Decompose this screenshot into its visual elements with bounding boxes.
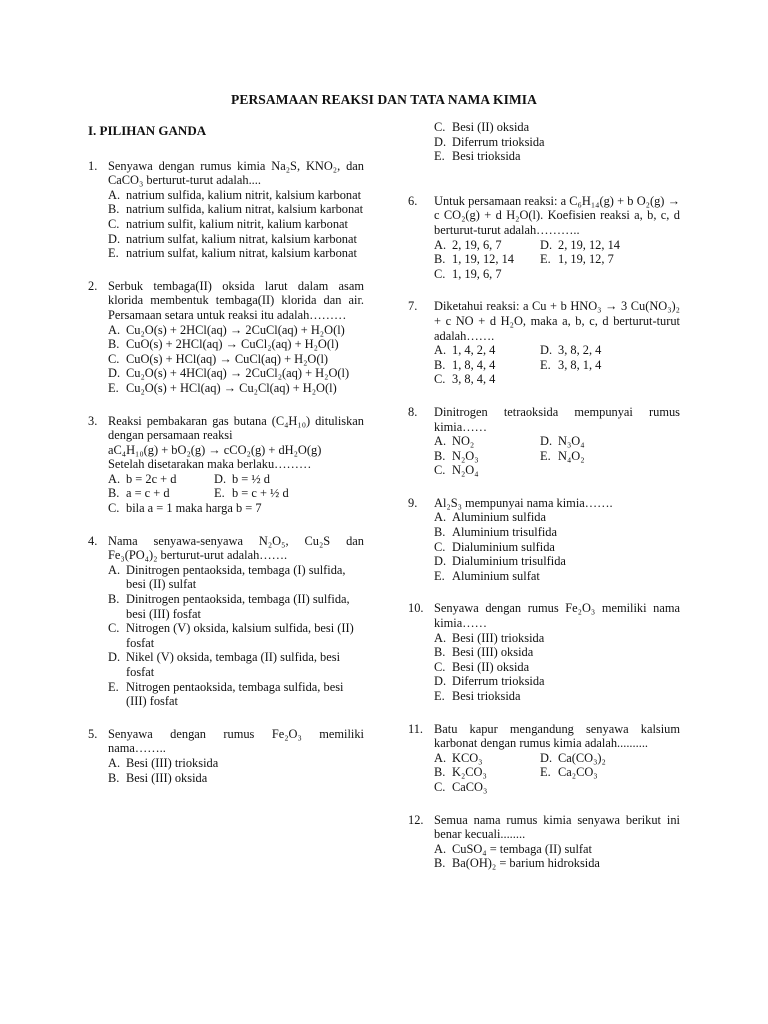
question (88, 414, 364, 516)
option-letter: D. (108, 366, 121, 381)
answer-option (108, 771, 364, 786)
answer-option (434, 267, 680, 282)
option-letter: D. (540, 343, 553, 358)
option-letter: A. (108, 471, 121, 486)
option-letter: C. (108, 216, 120, 231)
option-text: Besi (II) oksida (452, 659, 530, 674)
option-letter: B. (108, 202, 120, 217)
option-text: 1, 19, 6, 7 (452, 266, 502, 281)
option-text: N₄O₂ (558, 448, 585, 463)
option-text: Dinitrogen pentaoksida, tembaga (II) sulfida, besi (III) fosfat (126, 592, 350, 621)
option-text: natrium sulfat, kalium nitrat, kalsium karbonat (126, 231, 357, 246)
question-row (88, 534, 364, 709)
answer-option (434, 238, 540, 253)
option-text: 1, 4, 2, 4 (452, 343, 496, 358)
option-letter: A. (434, 237, 447, 252)
option-text: Dialuminium sulfida (452, 539, 555, 554)
answer-option (108, 217, 364, 232)
option-letter: A. (434, 630, 447, 645)
option-letter: C. (108, 621, 120, 636)
option-text: Cu₂O(s) + HCl(aq) → Cu₂Cl(aq) + H₂O(l) (126, 380, 337, 395)
option-list (434, 510, 680, 583)
answer-option (434, 645, 680, 660)
option-list (434, 631, 680, 704)
option-text: b = c + ½ d (232, 486, 289, 501)
option-letter: C. (108, 501, 120, 516)
option-text: bila a = 1 maka harga b = 7 (126, 501, 262, 516)
answer-option (108, 366, 364, 381)
answer-option (540, 343, 680, 358)
answer-option (540, 238, 680, 253)
answer-option (434, 372, 680, 387)
answer-option (434, 120, 680, 135)
question-number: 1. (88, 158, 98, 173)
option-letter: C. (434, 779, 446, 794)
answer-option (540, 751, 680, 766)
option-text: Nitrogen pentaoksida, tembaga sulfida, besi (III) fosfat (126, 679, 344, 709)
option-letter: D. (540, 434, 553, 449)
question-stem: Batu kapur mengandung senyawa kalsium karbonat dengan rumus kimia adalah.......... (434, 721, 680, 751)
option-list (434, 842, 680, 871)
answer-option (434, 358, 540, 373)
answer-option (108, 352, 364, 367)
option-text: Besi (III) oksida (126, 770, 208, 785)
continued-body (434, 120, 680, 164)
question-stem: Dinitrogen tetraoksida mempunyai rumus kimia…… (434, 404, 680, 434)
right-question-list (408, 194, 680, 871)
question-body (108, 414, 364, 516)
option-text: b = ½ d (232, 471, 270, 486)
option-letter: C. (434, 539, 446, 554)
option-text: NO₂ (452, 434, 475, 449)
option-letter: B. (108, 337, 120, 352)
right-column (408, 120, 680, 889)
option-letter: C. (434, 266, 446, 281)
question-number: 2. (88, 278, 98, 293)
question-stem: Reaksi pembakaran gas butana (C₄H₁₀) dituliskan dengan persamaan reaksi (108, 413, 364, 443)
answer-option (434, 856, 680, 871)
question-body (434, 299, 680, 387)
answer-option (434, 674, 680, 689)
option-text: Besi trioksida (452, 149, 521, 164)
question-row (408, 299, 680, 387)
question-row (88, 159, 364, 261)
option-text: KCO₃ (452, 750, 483, 765)
answer-option (108, 232, 364, 247)
option-letter: C. (434, 463, 446, 478)
option-letter: C. (434, 372, 446, 387)
question-stem-continued: Setelah disetarakan maka berlaku……… (108, 457, 312, 472)
answer-option (434, 765, 540, 780)
question-body (434, 194, 680, 282)
question-number: 11. (408, 721, 424, 736)
option-letter: D. (540, 750, 553, 765)
question-stem: Al₂S₃ mempunyai nama kimia……. (434, 495, 613, 510)
option-letter: D. (108, 231, 121, 246)
option-text: CaCO₃ (452, 779, 488, 794)
answer-option (108, 472, 214, 487)
question-row (88, 414, 364, 516)
question-stem: Nama senyawa-senyawa N₂O₅, Cu₂S dan Fe₃(PO₄)₂ berturut-urut adalah……. (108, 533, 364, 563)
option-letter: D. (108, 650, 121, 665)
answer-option (540, 765, 680, 780)
question-number: 7. (408, 299, 418, 314)
question-body (108, 159, 364, 261)
question-row (408, 722, 680, 795)
answer-option (434, 660, 680, 675)
question-body (434, 405, 680, 478)
question-number: 8. (408, 404, 418, 419)
option-letter: B. (434, 525, 446, 540)
question (408, 194, 680, 282)
section-heading: I. PILIHAN GANDA (88, 123, 207, 138)
option-letter: A. (434, 750, 447, 765)
answer-option (108, 188, 364, 203)
answer-option (434, 569, 680, 584)
question-number: 10. (408, 601, 424, 616)
answer-option (108, 680, 364, 709)
option-letter: C. (108, 351, 120, 366)
option-text: Diferrum trioksida (452, 134, 545, 149)
option-text: natrium sulfit, kalium nitrit, kalium karbonat (126, 216, 348, 231)
answer-option (434, 463, 680, 478)
answer-option (434, 631, 680, 646)
question-number: 12. (408, 812, 424, 827)
question (408, 813, 680, 871)
answer-option (108, 323, 364, 338)
question (408, 405, 680, 478)
question-stem: Senyawa dengan rumus Fe₂O₃ memiliki nama…….. (108, 726, 364, 756)
answer-option (434, 149, 680, 164)
option-letter: E. (434, 568, 445, 583)
option-text: CuO(s) + HCl(aq) → CuCl(aq) + H₂O(l) (126, 351, 329, 366)
option-text: Ca(CO₃)₂ (558, 750, 606, 765)
answer-option (434, 751, 540, 766)
option-text: a = c + d (126, 486, 170, 501)
question-row (88, 727, 364, 785)
answer-option (434, 510, 680, 525)
question-number: 5. (88, 726, 98, 741)
question-row (408, 405, 680, 478)
question-stem: Semua nama rumus kimia senyawa berikut ini benar kecuali........ (434, 812, 680, 842)
option-text: Ca₂CO₃ (558, 765, 598, 780)
option-text: Aluminium sulfida (452, 510, 546, 525)
option-text: Nikel (V) oksida, tembaga (II) sulfida, besi fosfat (126, 650, 341, 679)
question-stem: Serbuk tembaga(II) oksida larut dalam asam klorida membentuk tembaga(II) klorida dan air. Persamaan setara untuk reaksi itu adalah……… (108, 278, 364, 322)
question-body (434, 813, 680, 871)
option-text: Ba(OH)₂ = barium hidroksida (452, 856, 600, 871)
option-text: CuO(s) + 2HCl(aq) → CuCl₂(aq) + H₂O(l) (126, 337, 339, 352)
option-text: 3, 8, 1, 4 (558, 357, 602, 372)
question-stem: Untuk persamaan reaksi: a C₆H₁₄(g) + b O₂(g) → c CO₂(g) + d H₂O(l). Koefisien reaksi a, b, c, d berturut-turut adalah……….. (434, 193, 680, 237)
option-text: N₂O₄ (452, 463, 479, 478)
question-row (408, 601, 680, 703)
option-letter: B. (108, 592, 120, 607)
option-text: Dialuminium trisulfida (452, 554, 566, 569)
option-text: Diferrum trioksida (452, 674, 545, 689)
question-stem: Senyawa dengan rumus Fe₂O₃ memiliki nama kimia…… (434, 601, 680, 631)
answer-option (108, 650, 364, 679)
answer-option (108, 501, 364, 516)
answer-option (434, 525, 680, 540)
option-text: Besi (III) oksida (452, 645, 534, 660)
question (408, 496, 680, 584)
option-letter: E. (540, 252, 551, 267)
answer-option (434, 252, 540, 267)
answer-option (540, 449, 680, 464)
answer-option (434, 434, 540, 449)
option-letter: E. (434, 149, 445, 164)
answer-option (540, 434, 680, 449)
answer-option (214, 486, 364, 501)
option-letter: E. (108, 246, 119, 261)
option-letter: B. (434, 448, 446, 463)
answer-option (108, 756, 364, 771)
option-letter: D. (434, 674, 447, 689)
answer-option (540, 252, 680, 267)
option-letter: A. (108, 187, 121, 202)
answer-option (108, 563, 364, 592)
question-row (88, 279, 364, 396)
question (408, 722, 680, 795)
option-letter: E. (540, 448, 551, 463)
option-text: Besi (III) trioksida (126, 755, 219, 770)
question-equation: aC₄H₁₀(g) + bO₂(g) → cCO₂(g) + dH₂O(g) (108, 442, 322, 457)
question-number: 6. (408, 193, 418, 208)
option-letter: E. (540, 765, 551, 780)
question-number: 9. (408, 495, 418, 510)
answer-option (214, 472, 364, 487)
option-grid (108, 472, 364, 501)
option-letter: D. (434, 554, 447, 569)
option-list (108, 188, 364, 261)
option-letter: D. (214, 471, 227, 486)
option-grid (434, 751, 680, 780)
option-letter: B. (434, 645, 446, 660)
option-letter: B. (108, 486, 120, 501)
option-letter: E. (434, 689, 445, 703)
answer-option (540, 358, 680, 373)
option-text: CuSO₄ = tembaga (II) sulfat (452, 841, 592, 856)
answer-option (434, 689, 680, 704)
option-text: 2, 19, 12, 14 (558, 237, 620, 252)
option-text: N₂O₃ (452, 448, 479, 463)
option-text: Besi trioksida (452, 689, 521, 703)
option-list (108, 323, 364, 396)
option-letter: B. (434, 856, 446, 871)
option-text: 2, 19, 6, 7 (452, 237, 502, 252)
option-letter: A. (108, 322, 121, 337)
option-letter: B. (434, 765, 446, 780)
option-letter: E. (214, 486, 225, 501)
option-letter: E. (540, 357, 551, 372)
answer-option (434, 540, 680, 555)
option-letter: A. (108, 755, 121, 770)
option-letter: C. (434, 659, 446, 674)
option-text: Aluminium trisulfida (452, 525, 557, 540)
option-list (108, 756, 364, 785)
question-body (108, 279, 364, 396)
question (88, 727, 364, 785)
question-row (408, 194, 680, 282)
question (88, 534, 364, 709)
option-text: Besi (II) oksida (452, 120, 530, 134)
option-letter: D. (434, 134, 447, 149)
question-stem: Senyawa dengan rumus kimia Na₂S, KNO₂, dan CaCO₃ berturut-turut adalah.... (108, 158, 364, 188)
question-row (408, 813, 680, 871)
option-text: N₃O₄ (558, 434, 585, 449)
question (88, 159, 364, 261)
page-title: PERSAMAAN REAKSI DAN TATA NAMA KIMIA (231, 92, 537, 107)
option-text: natrium sulfat, kalium nitrat, kalsium karbonat (126, 246, 357, 261)
question-body (434, 601, 680, 703)
answer-option (108, 621, 364, 650)
option-letter: B. (434, 252, 446, 267)
option-text: 3, 8, 4, 4 (452, 372, 496, 387)
question-5-continued-options (408, 120, 680, 164)
question (408, 601, 680, 703)
option-text: K₂CO₃ (452, 765, 487, 780)
answer-option (434, 135, 680, 150)
option-grid (434, 343, 680, 372)
option-text: Dinitrogen pentaoksida, tembaga (I) sulfida, besi (II) sulfat (126, 562, 346, 592)
answer-option (108, 246, 364, 261)
left-question-list (88, 159, 364, 786)
question-body (108, 534, 364, 709)
option-text: Nitrogen (V) oksida, kalsium sulfida, besi (II) fosfat (126, 621, 354, 650)
answer-option (108, 202, 364, 217)
answer-option (108, 337, 364, 352)
answer-option (108, 592, 364, 621)
option-letter: B. (108, 770, 120, 785)
option-text: 3, 8, 2, 4 (558, 343, 602, 358)
answer-option (434, 343, 540, 358)
option-text: 1, 19, 12, 7 (558, 252, 614, 267)
question (408, 299, 680, 387)
option-letter: A. (434, 434, 447, 449)
question-body (434, 722, 680, 795)
option-text: b = 2c + d (126, 471, 177, 486)
option-letter: D. (540, 237, 553, 252)
option-text: Cu₂O(s) + 4HCl(aq) → 2CuCl₂(aq) + H₂O(l) (126, 366, 350, 381)
answer-option (434, 449, 540, 464)
option-text: Besi (III) trioksida (452, 630, 545, 645)
option-letter: B. (434, 357, 446, 372)
answer-option (108, 381, 364, 396)
option-letter: A. (434, 841, 447, 856)
option-letter: A. (434, 510, 447, 525)
left-column (88, 120, 364, 803)
question-number: 3. (88, 413, 98, 428)
question-body (434, 496, 680, 584)
option-letter: E. (108, 380, 119, 395)
option-text: 1, 8, 4, 4 (452, 357, 496, 372)
option-grid (434, 434, 680, 463)
answer-option (434, 554, 680, 569)
answer-option (434, 780, 680, 795)
option-text: 1, 19, 12, 14 (452, 252, 514, 267)
question-row (408, 496, 680, 584)
option-letter: C. (434, 120, 446, 134)
option-text: natrium sulfida, kalium nitrit, kalsium karbonat (126, 187, 362, 202)
option-text: Cu₂O(s) + 2HCl(aq) → 2CuCl(aq) + H₂O(l) (126, 322, 345, 337)
option-letter: E. (108, 679, 119, 694)
question (88, 279, 364, 396)
option-grid (434, 238, 680, 267)
option-list (108, 563, 364, 709)
answer-option (434, 842, 680, 857)
answer-option (108, 486, 214, 501)
option-text: Aluminium sulfat (452, 568, 540, 583)
option-text: natrium sulfida, kalium nitrat, kalsium karbonat (126, 202, 364, 217)
option-letter: A. (108, 562, 121, 577)
question-body (108, 727, 364, 785)
question-stem: Diketahui reaksi: a Cu + b HNO₃ → 3 Cu(NO₃)₂ + c NO + d H₂O, maka a, b, c, d berturut-turut adalah……. (434, 299, 680, 343)
option-letter: A. (434, 343, 447, 358)
question-number: 4. (88, 533, 98, 548)
